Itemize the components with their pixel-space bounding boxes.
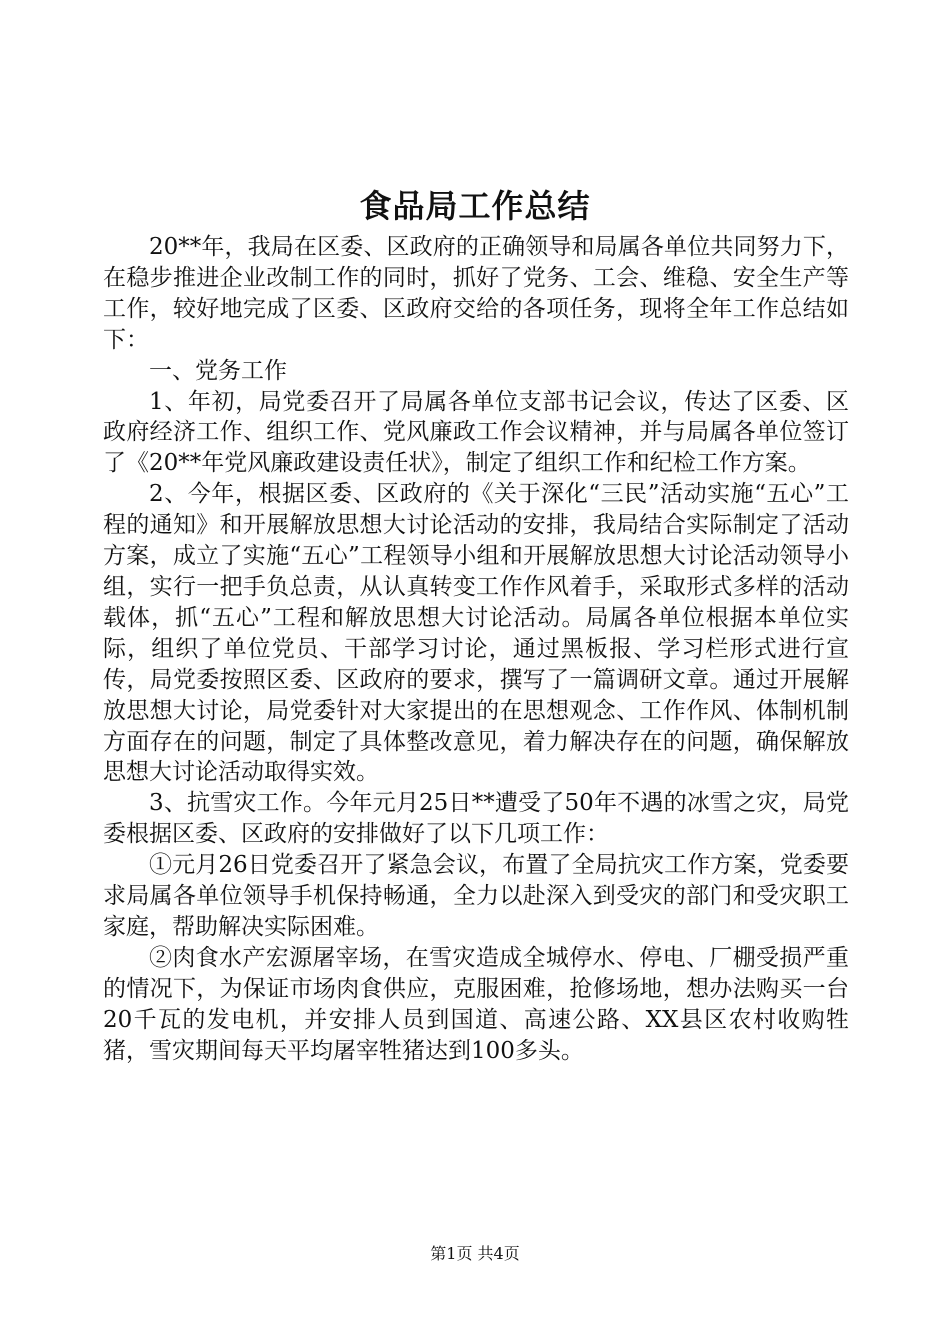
paragraph-item-1: 1、年初，局党委召开了局属各单位支部书记会议，传达了区委、区政府经济工作、组织工作、党风廉政工作会议精神，并与局属各单位签订了《20**年党风廉政建设责任状》，制定了组织工作和纪检工作方案。: [103, 388, 849, 477]
page-number-footer: 第1页 共4页: [430, 1244, 520, 1263]
document-body: [103, 232, 849, 1066]
section-heading-party-affairs: 一、党务工作: [149, 357, 287, 384]
intro-paragraph: 20**年，我局在区委、区政府的正确领导和局属各单位共同努力下，在稳步推进企业改制工作的同时，抓好了党务、工会、维稳、安全生产等工作，较好地完成了区委、区政府交给的各项任务，现将全年工作总结如下：: [103, 234, 849, 353]
paragraph-subitem-2: ②肉食水产宏源屠宰场，在雪灾造成全城停水、停电、厂棚受损严重的情况下，为保证市场肉食供应，克服困难，抢修场地，想办法购买一台20千瓦的发电机，并安排人员到国道、高速公路、XX县区农村收购牲猪，雪灾期间每天平均屠宰牲猪达到100多头。: [103, 944, 849, 1064]
paragraph-item-3: 3、抗雪灾工作。今年元月25日**遭受了50年不遇的冰雪之灾，局党委根据区委、区政府的安排做好了以下几项工作：: [103, 790, 849, 848]
paragraph-subitem-1: ①元月26日党委召开了紧急会议，布置了全局抗灾工作方案，党委要求局属各单位领导手机保持畅通，全力以赴深入到受灾的部门和受灾职工家庭，帮助解决实际困难。: [103, 852, 849, 940]
paragraph-item-2: 2、今年，根据区委、区政府的《关于深化“三民”活动实施“五心”工程的通知》和开展解放思想大讨论活动的安排，我局结合实际制定了活动方案，成立了实施“五心”工程领导小组和开展解放思想大讨论活动领导小组，实行一把手负总责，从认真转变工作作风着手，采取形式多样的活动载体，抓“五心”工程和解放思想大讨论活动。局属各单位根据本单位实际，组织了单位党员、干部学习讨论，通过黑板报、学习栏形式进行宣传，局党委按照区委、区政府的要求，撰写了一篇调研文章。通过开展解放思想大讨论，局党委针对大家提出的在思想观念、工作作风、体制机制方面存在的问题，制定了具体整改意见，着力解决存在的问题，确保解放思想大讨论活动取得实效。: [103, 481, 849, 786]
document-title: 食品局工作总结: [359, 187, 591, 225]
